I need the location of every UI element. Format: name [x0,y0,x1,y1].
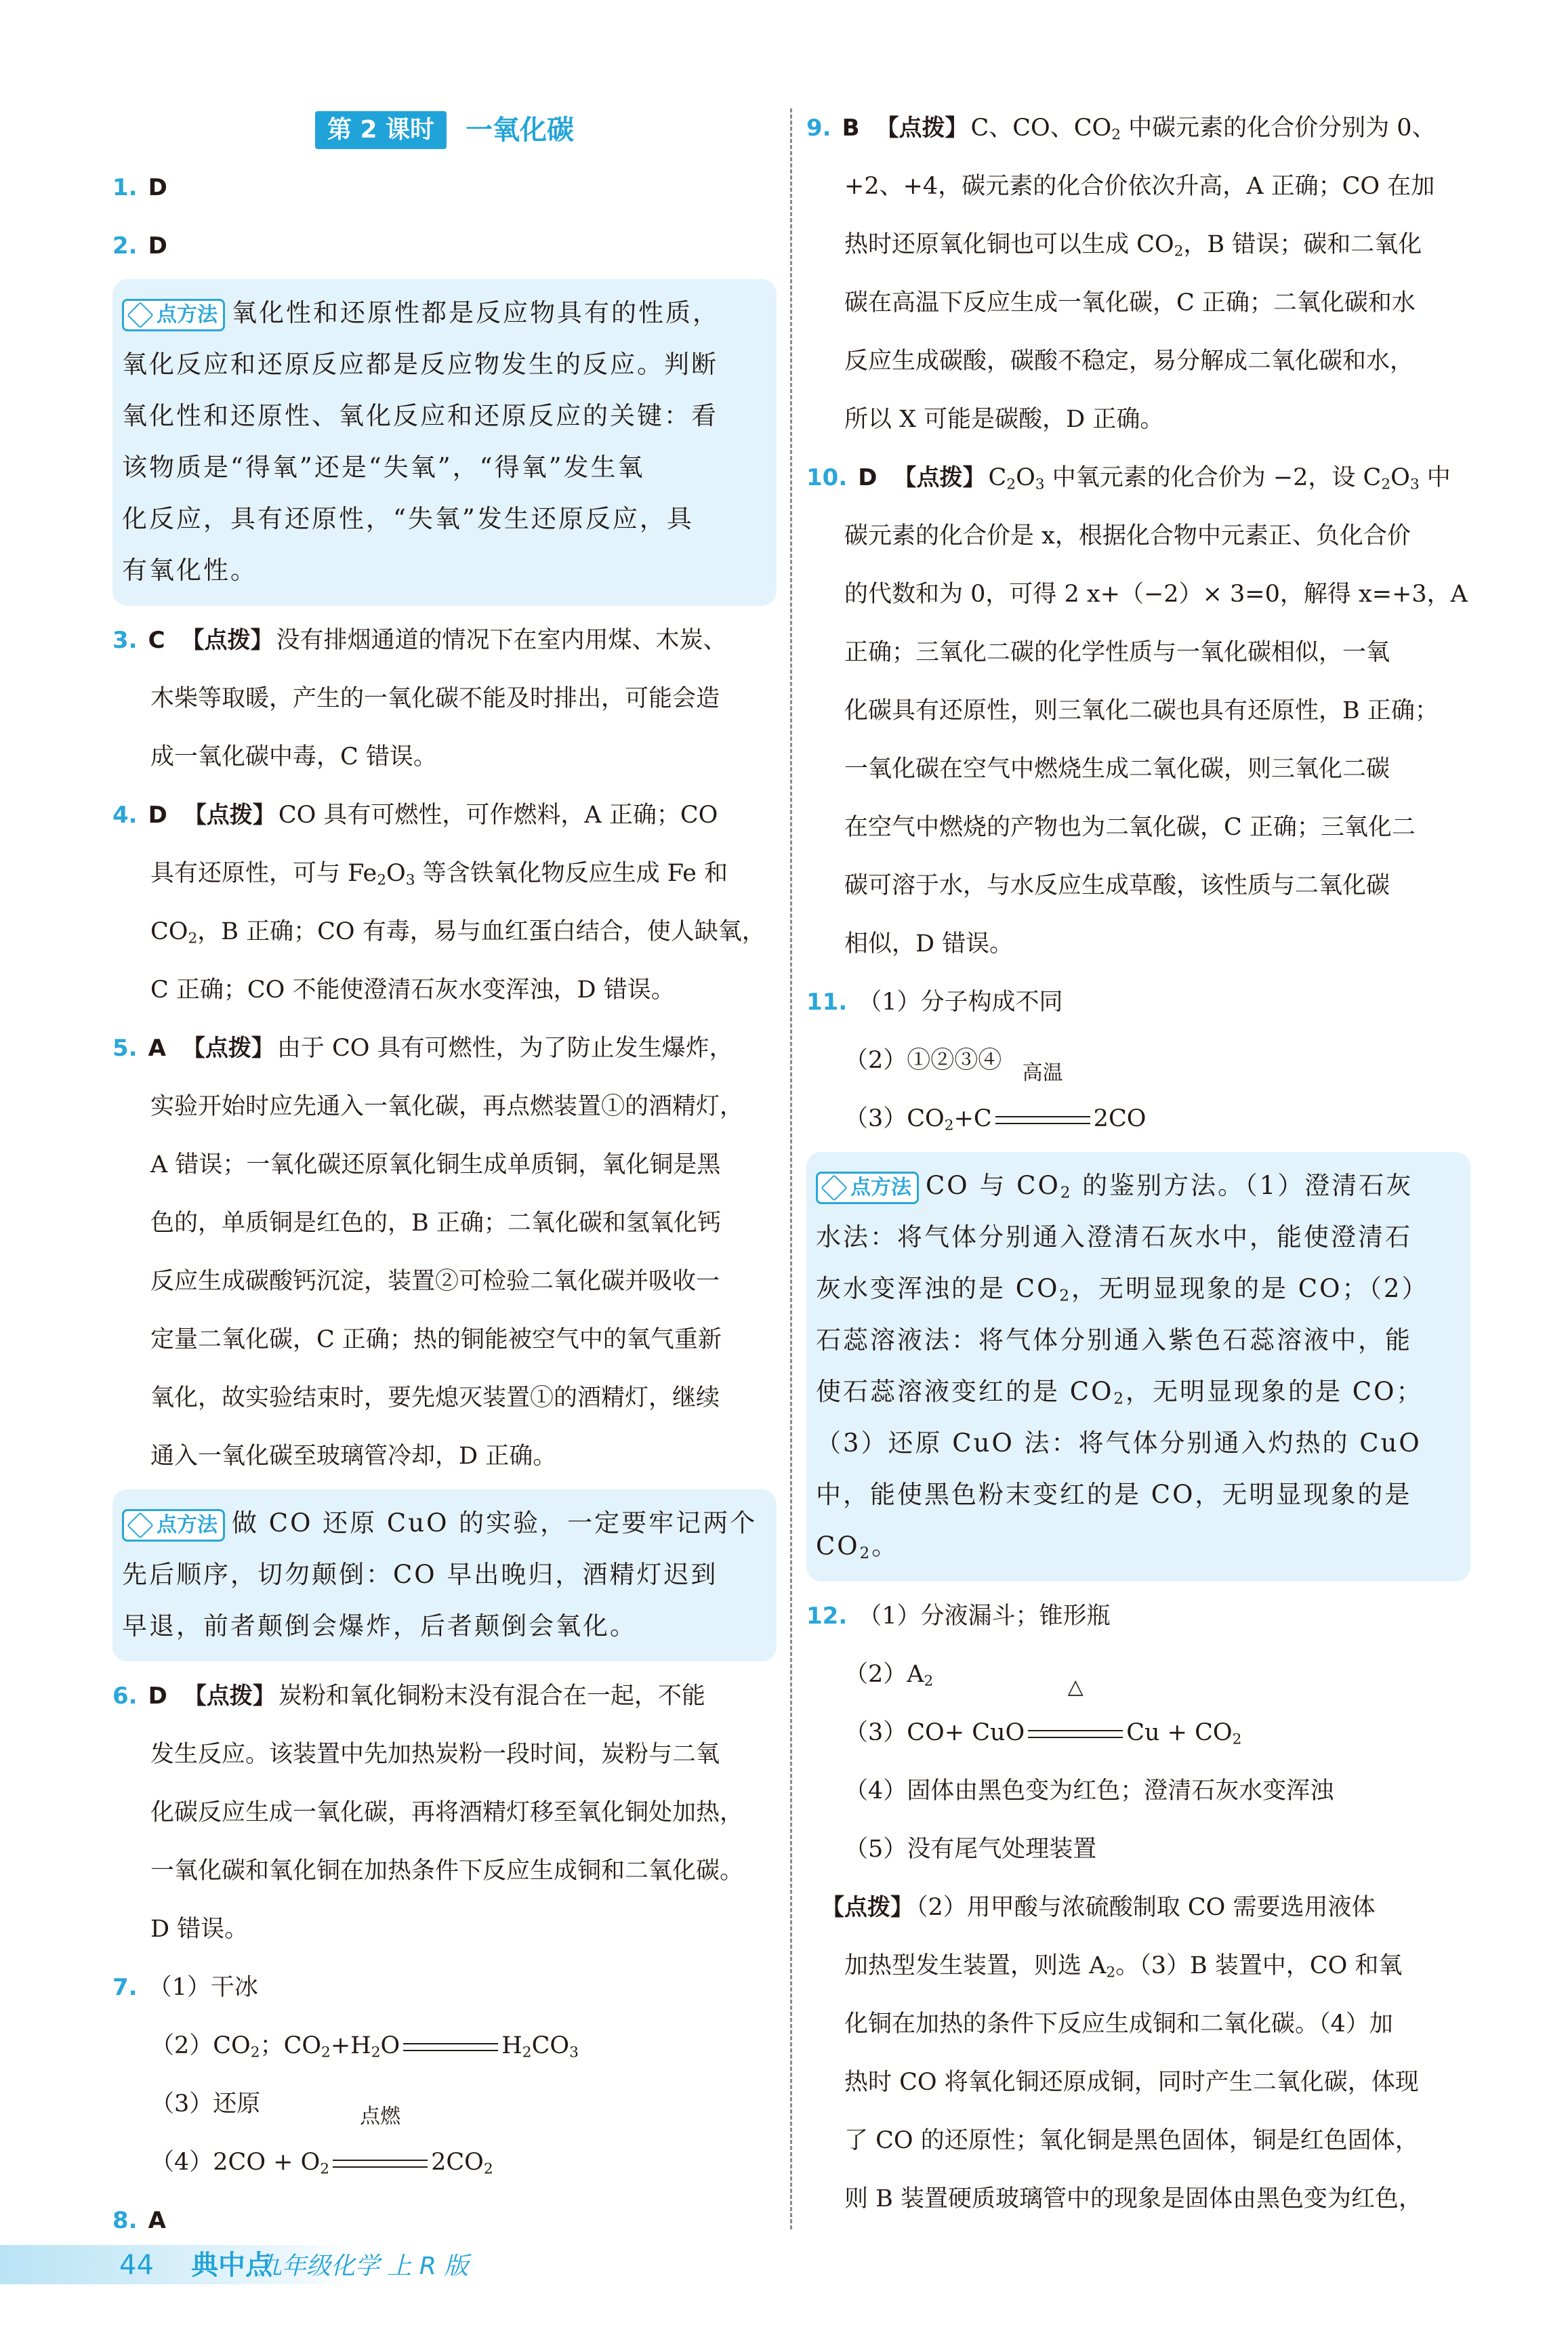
column-divider [790,108,792,2229]
answer-8: 8. A [112,2207,166,2234]
book-series: 九年级化学 上 R 版 [257,2252,469,2280]
answer-letter: D [148,174,167,201]
answer-5: 5. A 【点拨】 由于 CO 具有可燃性，为了防止发生爆炸， 实验开始时应先通入一氧化碳，再点燃装置①的酒精灯， A 错误；一氧化碳还原氧化铜生成单质铜，氧化铜是黑 色的，单质铜是红色的，B 正确；二氧化碳和氢氧化钙 反应生成碳酸钙沉淀，装置②可检验二氧化碳并吸收一 定量二氧化碳，C 正确；热的铜能被空气中的氧气重新 氧化，故实验结束时，要先熄灭装置①的酒精灯，继续 通入一氧化碳至玻璃管冷却，D 正确。 [112,1035,744,1470]
page-footer [0,2231,1568,2292]
answer-10: 10. D 【点拨】 $C_2O_3$ 中氧元素的化合价为 −2，设 $C_2O_3$ 中 碳元素的化合价是 x，根据化合物中元素正、负化合价 的代数和为 0，可得 2 x+（−2）× 3=0，解得 x=+3，A 正确；三氧化二碳的化学性质与一氧化碳相似，一氧 化碳具有还原性，则三氧化二碳也具有还原性，B 正确； 一氧化碳在空气中燃烧生成二氧化碳，则三氧化二碳 在空气中燃烧的产物也为二氧化碳，C 正确；三氧化二 碳可溶于水，与水反应生成草酸，该性质与二氧化碳 相似，D 错误。 [806,464,1468,957]
lesson-number-badge: 第 2 课时 [315,111,447,149]
answer-9: 9. B 【点拨】 C、CO、$CO_2$ 中碳元素的化合价分别为 0、 +2、+4，碳元素的化合价依次升高，A 正确；CO 在加 热时还原氧化铜也可以生成 $CO_2$，B 错误；碳和二氧化 碳在高温下反应生成一氧化碳，C 正确；二氧化碳和水 反应生成碳酸，碳酸不稳定，易分解成二氧化碳和水， 所以 X 可能是碳酸，D 正确。 [806,115,1436,433]
reaction-condition: 高温 [992,1090,1094,1148]
answer-1 [112,159,777,217]
answer-6: 6. D 【点拨】 炭粉和氧化铜粉末没有混合在一起，不能 发生反应。该装置中先加热炭粉一段时间，炭粉与二氧 化碳反应生成一氧化碳，再将酒精灯移至氧化铜处加热， 一氧化碳和氧化铜在加热条件下反应生成铜和二氧化碳。 D 错误。 [112,1683,744,1943]
reaction-condition: 点燃 [329,2133,431,2191]
method-tag: 点方法 [816,1172,919,1204]
answer-letter: D [148,232,167,260]
left-column [112,102,777,2250]
method-tag: 点方法 [122,299,225,331]
question-number: 2. [112,232,138,260]
reaction-condition: △ [1025,1704,1126,1762]
answer-4: 4. D 【点拨】 CO 具有可燃性，可作燃料，A 正确；CO 具有还原性，可与 $Fe_2O_3$ 等含铁氧化物反应生成 Fe 和 $CO_2$，B 正确；CO 有毒，易与血红蛋白结合，使人缺氧， C 正确；CO 不能使澄清石灰水变浑浊，D 错误。 [112,802,766,1004]
method-box-2: 点方法 做 CO 还原 CuO 的实验，一定要牢记两个 先后顺序，切勿颠倒：CO 早出晚归，酒精灯迟到 早退，前者颠倒会爆炸，后者颠倒会氧化。 [112,1489,777,1662]
question-number: 1. [112,174,138,201]
page-number: 44 [119,2250,154,2281]
reaction-equals [400,2017,501,2075]
method-box-1: 点方法 氧化性和还原性都是反应物具有的性质， 氧化反应和还原反应都是反应物发生的反应。判断 氧化性和还原性、氧化反应和还原反应的关键：看 该物质是“得氧”还是“失氧”，“得氧”发生氧 化反应，具有还原性，“失氧”发生还原反应，具 有氧化性。 [112,279,777,606]
method-icon [127,302,154,329]
method-icon [821,1174,848,1201]
method-box-3: 点方法 CO 与 $CO_2$ 的鉴别方法。（1）澄清石灰 水法：将气体分别通入澄清石灰水中，能使澄清石 灰水变浑浊的是 $CO_2$，无明显现象的是 CO；（2） 石蕊溶液法：将气体分别通入紫色石蕊溶液中，能 使石蕊溶液变红的是 $CO_2$，无明显现象的是 CO； （3）还原 CuO 法：将气体分别通入灼热的 CuO 中，能使黑色粉末变红的是 CO，无明显现象的是 $CO_2$。 [806,1152,1470,1582]
lesson-heading [112,102,777,156]
answer-3: 3. C 【点拨】 没有排烟通道的情况下在室内用煤、木炭、 木柴等取暖，产生的一氧化碳不能及时排出，可能会造 成一氧化碳中毒，C 错误。 [112,627,727,770]
method-icon [127,1512,154,1539]
lesson-title: 一氧化碳 [466,114,575,146]
method-tag: 点方法 [122,1509,225,1542]
answer-11: 11. （1）分子构成不同 （2）①②③④ $(3)CO_2+C$ 高温 2CO [806,973,1470,1148]
brand-logo: 典中点 [191,2250,272,2281]
right-column [806,99,1470,2228]
answer-7: 7. （1）干冰 $(2)CO_2$；$CO_2+H_2O$ $H_2CO_3$ （3）还原 $(4)2CO + O_2$ 点燃 $2CO_2$ [112,1958,777,2191]
answer-12: 12. （1）分液漏斗；锥形瓶 $(2)A_2$ （3）CO+ CuO △ $Cu + CO_2$ （4）固体由黑色变为红色；澄清石灰水变浑浊 （5）没有尾气处理装置 【点拨】 （2）用甲酸与浓硫酸制取 CO 需要选用液体 加热型发生装置，则选 $A_2$。（3）B 装置中，CO 和氧 化铜在加热的条件下反应生成铜和二氧化碳。（4）加 热时 CO 将氧化铜还原成铜，同时产生二氧化碳，体现 了 CO 的还原性；氧化铜是黑色固体，铜是红色固体， 则 B 装置硬质玻璃管中的现象是固体由黑色变为红色， [806,1603,1422,2212]
answer-2 [112,217,777,275]
